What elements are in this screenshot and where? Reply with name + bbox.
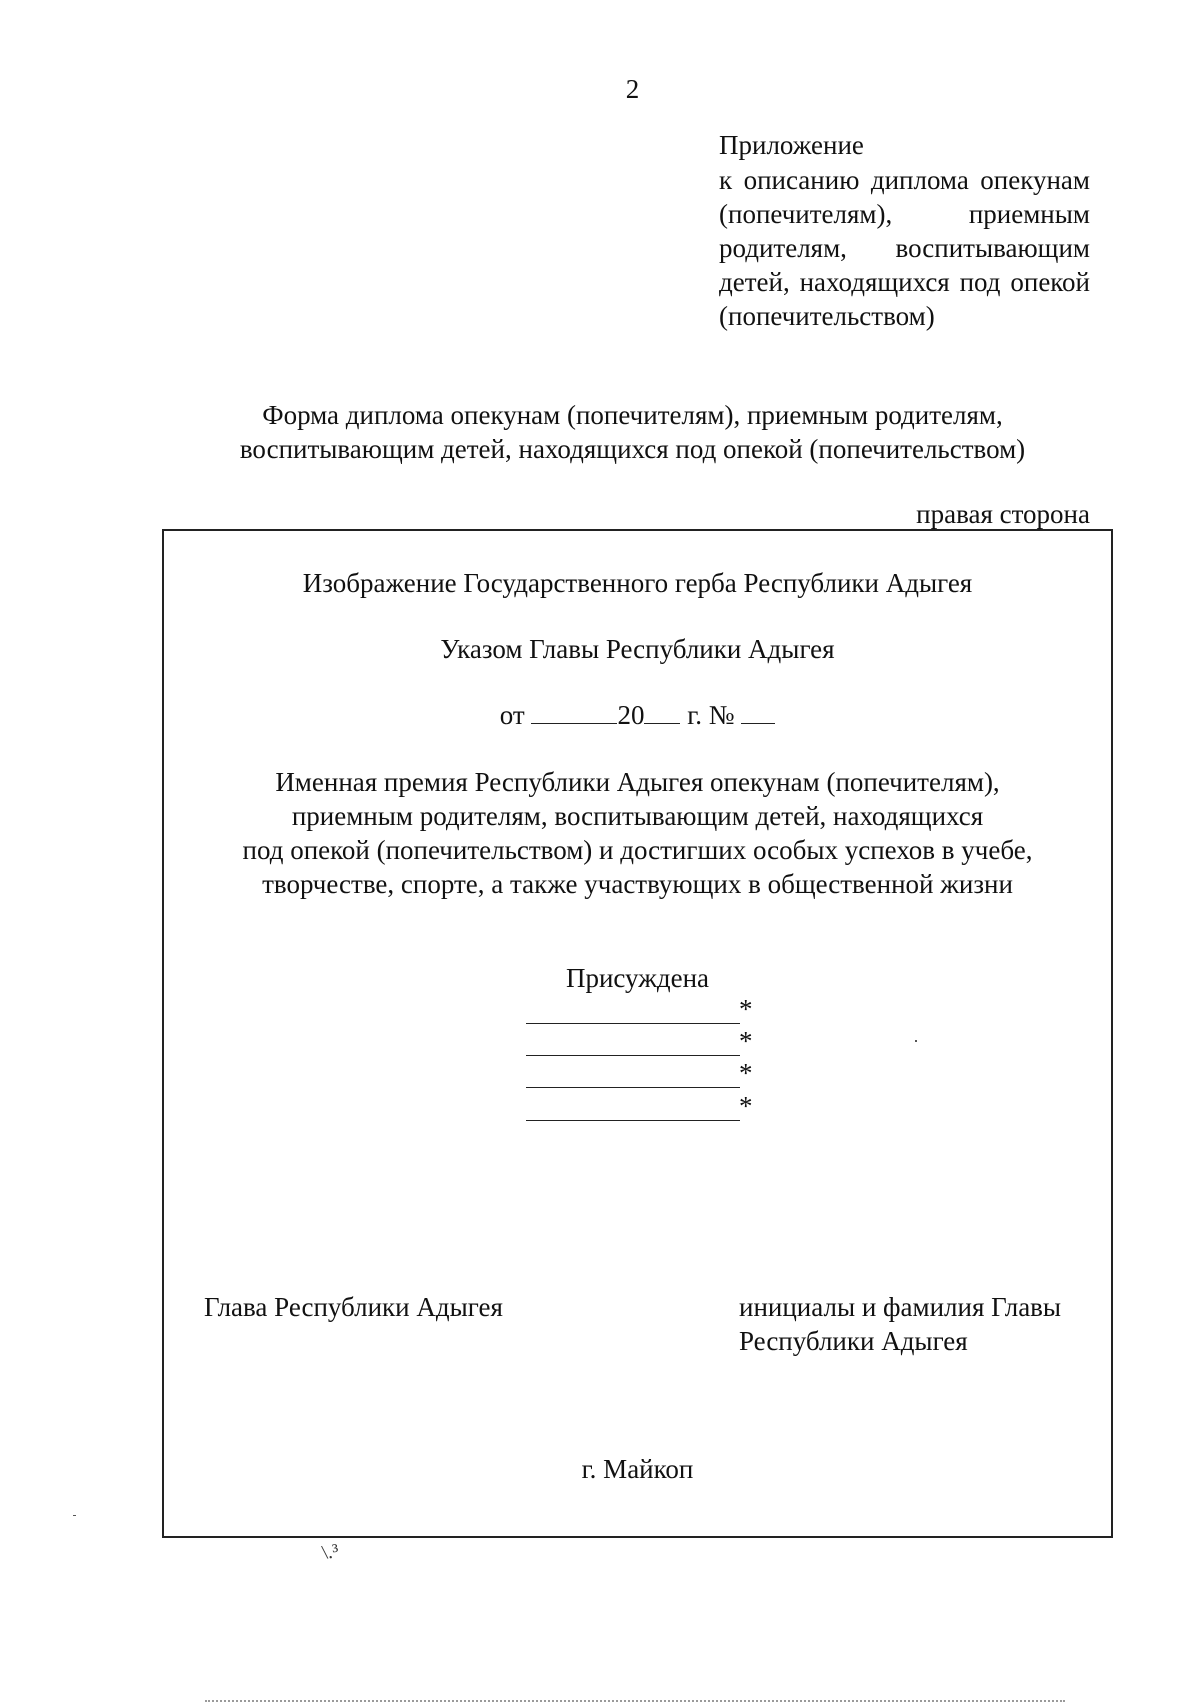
appendix-body: к описанию диплома опекунам (попечителям), приемным родителям, воспитывающим детей, находящихся под опекой (попечительством): [719, 165, 1090, 331]
number-blank: [741, 699, 775, 724]
signature-name-line-1: инициалы и фамилия Главы: [739, 1292, 1062, 1322]
award-text-line-2: приемным родителям, воспитывающим детей, находящихся: [291, 801, 984, 831]
awardee-asterisk: *: [739, 1058, 753, 1088]
signature-name-line-2: Республики Адыгея: [739, 1326, 968, 1356]
diploma-frame: [162, 529, 1113, 1538]
awardee-asterisk: *: [739, 1026, 753, 1056]
handwritten-mark: \.³: [320, 1539, 341, 1565]
form-title: [180, 398, 1085, 466]
number-label: г. №: [687, 700, 735, 730]
award-text-line-3: под опекой (попечительством) и достигших особых успехов в учебе,: [242, 835, 1033, 865]
signature-title: Глава Республики Адыгея: [204, 1292, 503, 1322]
signature-name-placeholder: [739, 1290, 1061, 1358]
year-prefix: 20: [617, 700, 645, 730]
awarded-label: Присуждена: [565, 963, 710, 993]
appendix-heading: Приложение: [719, 130, 864, 160]
scan-speck: [73, 1515, 76, 1516]
award-text: [164, 765, 1111, 901]
emblem-caption: Изображение Государственного герба Республики Адыгея: [302, 568, 973, 598]
award-text-line-1: Именная премия Республики Адыгея опекунам (попечителям),: [275, 767, 1000, 797]
scan-speck: [915, 1040, 917, 1042]
decree-label: Указом Главы Республики Адыгея: [440, 634, 835, 664]
city-label: г. Майкоп: [581, 1454, 694, 1484]
year-blank: [644, 699, 680, 724]
date-blank: [531, 699, 617, 724]
scan-bottom-edge: [205, 1700, 1065, 1702]
awardee-asterisk: *: [739, 994, 753, 1024]
awardee-line: [526, 1120, 740, 1121]
date-line: [164, 698, 1111, 732]
appendix-block: [719, 128, 1090, 333]
date-from-label: от: [499, 700, 525, 730]
form-title-line-2: воспитывающим детей, находящихся под опекой (попечительством): [239, 434, 1026, 464]
awardee-line: [526, 1055, 740, 1056]
awardee-asterisk: *: [739, 1091, 753, 1121]
form-title-line-1: Форма диплома опекунам (попечителям), приемным родителям,: [262, 400, 1003, 430]
side-label: правая сторона: [916, 499, 1090, 529]
award-text-line-4: творчестве, спорте, а также участвующих в общественной жизни: [262, 869, 1013, 899]
awardee-line: [526, 1023, 740, 1024]
page-number: 2: [625, 74, 640, 104]
awardee-line: [526, 1087, 740, 1088]
